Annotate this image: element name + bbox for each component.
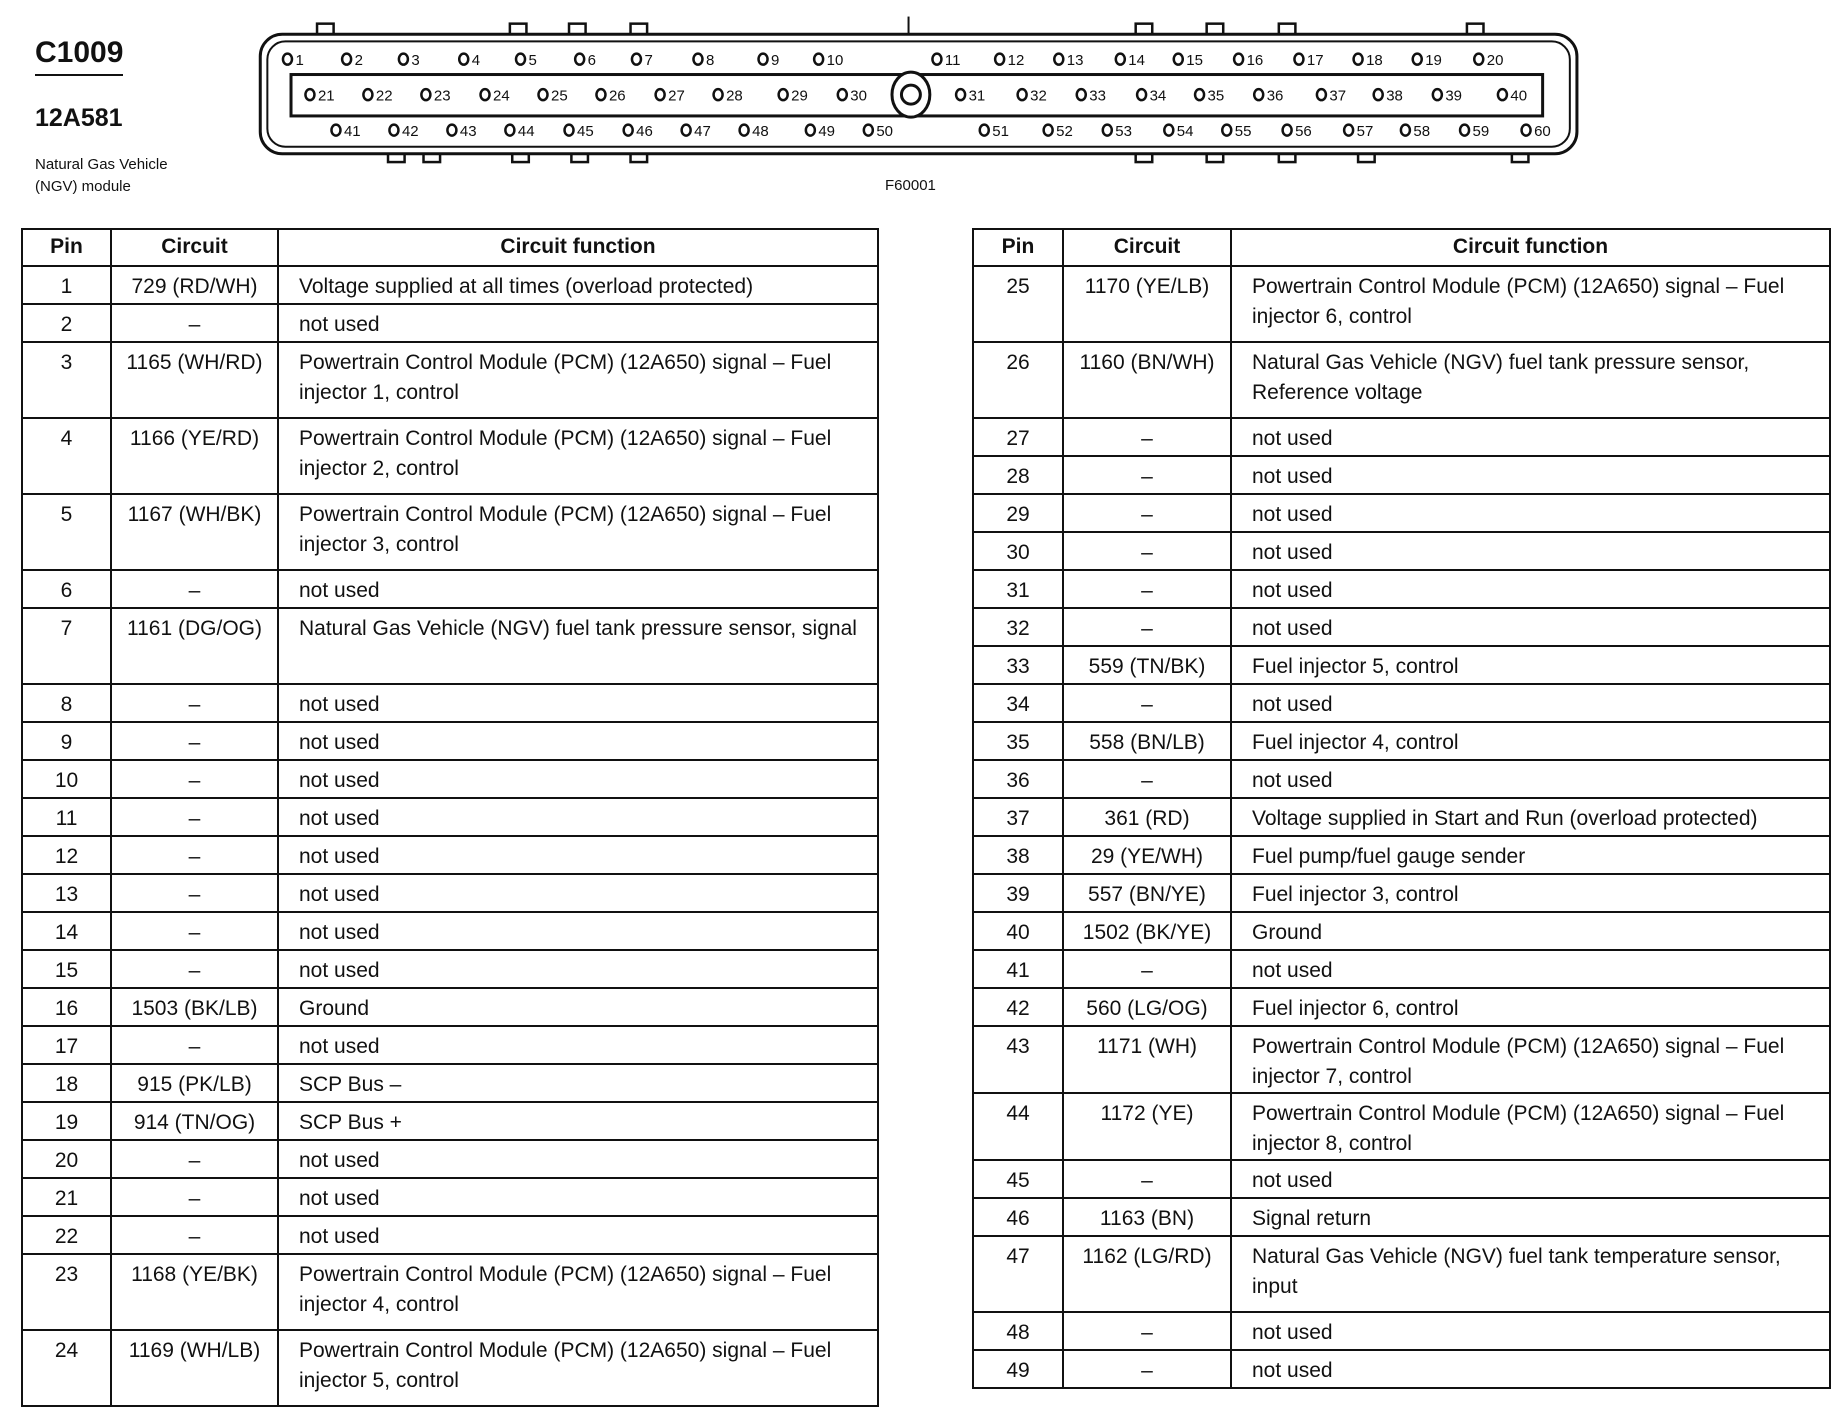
pin-cell: 14 xyxy=(22,912,111,950)
pin-cell: 40 xyxy=(973,912,1063,950)
pin-cell: 21 xyxy=(22,1178,111,1216)
pin-cell: 37 xyxy=(973,798,1063,836)
pin-cell: 20 xyxy=(22,1140,111,1178)
function-cell: Ground xyxy=(1231,912,1830,950)
connector-pin-label: 35 xyxy=(1207,87,1225,105)
connector-pin-label: 3 xyxy=(411,52,420,70)
table-row xyxy=(973,798,1830,836)
connector-pin-label: 48 xyxy=(752,123,769,141)
circuit-cell: – xyxy=(111,1140,278,1178)
circuit-cell: 1169 (WH/LB) xyxy=(111,1330,278,1406)
connector-pin-label: 21 xyxy=(317,87,335,105)
function-cell: Powertrain Control Module (PCM) (12A650) signal – Fuel injector 5, control xyxy=(278,1330,878,1406)
pin-cell: 22 xyxy=(22,1216,111,1254)
circuit-cell: 1170 (YE/LB) xyxy=(1063,266,1231,342)
pin-cell: 17 xyxy=(22,1026,111,1064)
pin-cell: 44 xyxy=(973,1093,1063,1160)
connector-pin-label: 4 xyxy=(471,52,481,70)
function-cell: not used xyxy=(278,760,878,798)
connector-pin-label: 11 xyxy=(944,52,961,70)
circuit-cell: – xyxy=(1063,570,1231,608)
pin-cell: 48 xyxy=(973,1312,1063,1350)
table-row xyxy=(973,418,1830,456)
circuit-cell: 1162 (LG/RD) xyxy=(1063,1236,1231,1312)
pin-cell: 49 xyxy=(973,1350,1063,1388)
function-cell: Fuel injector 4, control xyxy=(1231,722,1830,760)
table-row xyxy=(973,760,1830,798)
table-row xyxy=(973,608,1830,646)
connector-pin-label: 44 xyxy=(517,123,535,141)
connector-pin-label: 27 xyxy=(668,87,685,105)
connector-pin-label: 54 xyxy=(1176,123,1194,141)
function-cell: Powertrain Control Module (PCM) (12A650) signal – Fuel injector 7, control xyxy=(1231,1026,1830,1093)
table-row xyxy=(973,494,1830,532)
function-cell: Fuel pump/fuel gauge sender xyxy=(1231,836,1830,874)
table-row xyxy=(973,342,1830,418)
function-cell: not used xyxy=(278,798,878,836)
pin-cell: 25 xyxy=(973,266,1063,342)
table-row xyxy=(973,1160,1830,1198)
pin-cell: 33 xyxy=(973,646,1063,684)
connector-pin-label: 28 xyxy=(726,87,743,105)
table-row xyxy=(22,836,878,874)
pin-cell: 19 xyxy=(22,1102,111,1140)
table-row xyxy=(973,456,1830,494)
pin-cell: 10 xyxy=(22,760,111,798)
table-row xyxy=(22,1026,878,1064)
table-row xyxy=(973,1093,1830,1160)
pin-cell: 39 xyxy=(973,874,1063,912)
table-row xyxy=(973,1312,1830,1350)
circuit-cell: – xyxy=(111,570,278,608)
pin-cell: 12 xyxy=(22,836,111,874)
table-row xyxy=(22,1064,878,1102)
circuit-cell: – xyxy=(111,722,278,760)
table-row xyxy=(973,1350,1830,1388)
function-cell: not used xyxy=(278,1178,878,1216)
function-cell: not used xyxy=(278,1026,878,1064)
function-cell: Powertrain Control Module (PCM) (12A650) signal – Fuel injector 3, control xyxy=(278,494,878,570)
connector-pin-label: 51 xyxy=(992,123,1009,141)
table-row xyxy=(22,342,878,418)
function-cell: not used xyxy=(1231,1350,1830,1388)
connector-pin-label: 38 xyxy=(1386,87,1403,105)
circuit-cell: 558 (BN/LB) xyxy=(1063,722,1231,760)
pin-cell: 43 xyxy=(973,1026,1063,1093)
table-row xyxy=(22,570,878,608)
connector-pin-label: 20 xyxy=(1486,52,1504,70)
table-row xyxy=(973,912,1830,950)
circuit-cell: 1165 (WH/RD) xyxy=(111,342,278,418)
function-cell: not used xyxy=(278,684,878,722)
table-row xyxy=(22,798,878,836)
connector-pin-label: 7 xyxy=(644,52,653,70)
table-row xyxy=(22,722,878,760)
connector-pin-label: 14 xyxy=(1128,52,1145,70)
connector-pin-label: 5 xyxy=(528,52,537,70)
circuit-cell: 1172 (YE) xyxy=(1063,1093,1231,1160)
table-row xyxy=(973,988,1830,1026)
function-cell: Voltage supplied in Start and Run (overload protected) xyxy=(1231,798,1830,836)
connector-pin-label: 49 xyxy=(818,123,836,141)
connector-pin-label: 40 xyxy=(1510,87,1528,105)
function-cell: not used xyxy=(1231,950,1830,988)
pin-cell: 13 xyxy=(22,874,111,912)
connector-pin-label: 24 xyxy=(493,87,510,105)
circuit-cell: 729 (RD/WH) xyxy=(111,266,278,304)
pinout-table-left xyxy=(21,228,879,1407)
pin-cell: 7 xyxy=(22,608,111,684)
pin-cell: 38 xyxy=(973,836,1063,874)
connector-pin-label: 31 xyxy=(968,87,986,105)
table-row xyxy=(973,950,1830,988)
pinout-table-right xyxy=(972,228,1831,1389)
table-row xyxy=(22,1216,878,1254)
function-cell: Ground xyxy=(278,988,878,1026)
circuit-cell: 1502 (BK/YE) xyxy=(1063,912,1231,950)
connector-pin-label: 39 xyxy=(1445,87,1463,105)
connector-pin-label: 50 xyxy=(876,123,894,141)
circuit-cell: – xyxy=(111,1216,278,1254)
connector-pin-label: 10 xyxy=(826,52,844,70)
circuit-cell: – xyxy=(111,1026,278,1064)
circuit-cell: 361 (RD) xyxy=(1063,798,1231,836)
pin-cell: 24 xyxy=(22,1330,111,1406)
table-row xyxy=(973,1198,1830,1236)
table-row xyxy=(973,722,1830,760)
circuit-cell: 1160 (BN/WH) xyxy=(1063,342,1231,418)
table-row xyxy=(22,988,878,1026)
connector-pin-label: 22 xyxy=(375,87,393,105)
circuit-cell: 1167 (WH/BK) xyxy=(111,494,278,570)
table-row xyxy=(973,532,1830,570)
function-cell: Fuel injector 5, control xyxy=(1231,646,1830,684)
function-cell: not used xyxy=(1231,532,1830,570)
function-cell: not used xyxy=(278,950,878,988)
pin-cell: 28 xyxy=(973,456,1063,494)
connector-pin-label: 19 xyxy=(1425,52,1442,70)
pin-cell: 3 xyxy=(22,342,111,418)
function-cell: not used xyxy=(278,304,878,342)
circuit-cell: 914 (TN/OG) xyxy=(111,1102,278,1140)
pin-cell: 30 xyxy=(973,532,1063,570)
connector-pin-label: 16 xyxy=(1246,52,1264,70)
function-cell: Powertrain Control Module (PCM) (12A650) signal – Fuel injector 4, control xyxy=(278,1254,878,1330)
table-header-row xyxy=(22,229,878,266)
pin-cell: 42 xyxy=(973,988,1063,1026)
connector-pin-label: 34 xyxy=(1149,87,1167,105)
connector-pin-label: 9 xyxy=(771,52,780,70)
pin-cell: 41 xyxy=(973,950,1063,988)
table-row xyxy=(22,1178,878,1216)
function-cell: not used xyxy=(1231,1312,1830,1350)
table-row xyxy=(22,760,878,798)
circuit-cell: – xyxy=(1063,532,1231,570)
pin-cell: 18 xyxy=(22,1064,111,1102)
circuit-cell: – xyxy=(1063,494,1231,532)
circuit-cell: – xyxy=(111,836,278,874)
circuit-cell: – xyxy=(1063,684,1231,722)
circuit-cell: – xyxy=(1063,950,1231,988)
header-circuit: Circuit xyxy=(1063,229,1231,266)
connector-pin-label: 55 xyxy=(1234,123,1252,141)
connector-pin-label: 1 xyxy=(295,52,304,70)
connector-pin-label: 60 xyxy=(1534,123,1551,141)
table-row xyxy=(22,418,878,494)
pin-cell: 32 xyxy=(973,608,1063,646)
pin-cell: 36 xyxy=(973,760,1063,798)
function-cell: not used xyxy=(1231,1160,1830,1198)
function-cell: Voltage supplied at all times (overload protected) xyxy=(278,266,878,304)
connector-pin-label: 42 xyxy=(401,123,419,141)
function-cell: not used xyxy=(1231,760,1830,798)
circuit-cell: – xyxy=(1063,1160,1231,1198)
connector-diagram xyxy=(0,0,1846,200)
circuit-cell: – xyxy=(111,304,278,342)
pin-cell: 2 xyxy=(22,304,111,342)
circuit-cell: – xyxy=(111,684,278,722)
circuit-cell: – xyxy=(111,798,278,836)
pin-cell: 11 xyxy=(22,798,111,836)
connector-pin-label: 6 xyxy=(587,52,597,70)
pin-cell: 6 xyxy=(22,570,111,608)
connector-pin-label: 32 xyxy=(1030,87,1047,105)
table-row xyxy=(973,684,1830,722)
function-cell: not used xyxy=(1231,570,1830,608)
table-row xyxy=(22,874,878,912)
connector-pin-label: 45 xyxy=(577,123,594,141)
circuit-cell: 1163 (BN) xyxy=(1063,1198,1231,1236)
connector-pin-label: 37 xyxy=(1329,87,1347,105)
pin-cell: 46 xyxy=(973,1198,1063,1236)
header-pin: Pin xyxy=(973,229,1063,266)
header-function: Circuit function xyxy=(278,229,878,266)
function-cell: SCP Bus + xyxy=(278,1102,878,1140)
circuit-cell: – xyxy=(1063,456,1231,494)
table-row xyxy=(22,912,878,950)
function-cell: Powertrain Control Module (PCM) (12A650) signal – Fuel injector 1, control xyxy=(278,342,878,418)
function-cell: Fuel injector 3, control xyxy=(1231,874,1830,912)
circuit-cell: – xyxy=(1063,608,1231,646)
circuit-cell: – xyxy=(111,912,278,950)
pin-cell: 9 xyxy=(22,722,111,760)
header-function: Circuit function xyxy=(1231,229,1830,266)
function-cell: Signal return xyxy=(1231,1198,1830,1236)
table-row xyxy=(973,1026,1830,1093)
pin-cell: 23 xyxy=(22,1254,111,1330)
connector-pin-label: 47 xyxy=(694,123,711,141)
module-description-line1: Natural Gas Vehicle xyxy=(35,156,168,173)
connector-pin-label: 52 xyxy=(1056,123,1073,141)
function-cell: not used xyxy=(278,912,878,950)
header-circuit: Circuit xyxy=(111,229,278,266)
pin-cell: 45 xyxy=(973,1160,1063,1198)
connector-pin-label: 13 xyxy=(1066,52,1084,70)
connector-pin-label: 53 xyxy=(1115,123,1132,141)
circuit-cell: 560 (LG/OG) xyxy=(1063,988,1231,1026)
circuit-cell: – xyxy=(1063,1350,1231,1388)
connector-pin-label: 43 xyxy=(459,123,477,141)
table-row xyxy=(22,304,878,342)
function-cell: Natural Gas Vehicle (NGV) fuel tank pressure sensor, signal xyxy=(278,608,878,684)
function-cell: Fuel injector 6, control xyxy=(1231,988,1830,1026)
pin-cell: 26 xyxy=(973,342,1063,418)
table-row xyxy=(22,950,878,988)
table-row xyxy=(973,836,1830,874)
circuit-cell: 559 (TN/BK) xyxy=(1063,646,1231,684)
connector-pin-label: 57 xyxy=(1356,123,1374,141)
table-row xyxy=(973,874,1830,912)
function-cell: SCP Bus – xyxy=(278,1064,878,1102)
pin-cell: 31 xyxy=(973,570,1063,608)
pin-cell: 16 xyxy=(22,988,111,1026)
table-row xyxy=(22,1102,878,1140)
connector-pin-label: 59 xyxy=(1472,123,1490,141)
connector-pin-label: 2 xyxy=(354,52,363,70)
pin-cell: 5 xyxy=(22,494,111,570)
connector-pin-label: 33 xyxy=(1089,87,1106,105)
circuit-cell: 915 (PK/LB) xyxy=(111,1064,278,1102)
function-cell: not used xyxy=(278,874,878,912)
connector-pin-label: 25 xyxy=(550,87,568,105)
table-header-row xyxy=(973,229,1830,266)
circuit-cell: 1161 (DG/OG) xyxy=(111,608,278,684)
connector-pin-label: 58 xyxy=(1413,123,1431,141)
function-cell: not used xyxy=(278,1216,878,1254)
function-cell: Natural Gas Vehicle (NGV) fuel tank temperature sensor, input xyxy=(1231,1236,1830,1312)
table-row xyxy=(22,1330,878,1406)
function-cell: Powertrain Control Module (PCM) (12A650) signal – Fuel injector 2, control xyxy=(278,418,878,494)
function-cell: Natural Gas Vehicle (NGV) fuel tank pressure sensor, Reference voltage xyxy=(1231,342,1830,418)
pin-cell: 34 xyxy=(973,684,1063,722)
connector-id: C1009 xyxy=(35,36,123,76)
circuit-cell: 1171 (WH) xyxy=(1063,1026,1231,1093)
function-cell: not used xyxy=(278,722,878,760)
table-row xyxy=(22,684,878,722)
circuit-cell: 1166 (YE/RD) xyxy=(111,418,278,494)
connector-pin-label: 36 xyxy=(1266,87,1284,105)
function-cell: Powertrain Control Module (PCM) (12A650) signal – Fuel injector 8, control xyxy=(1231,1093,1830,1160)
connector-pin-label: 56 xyxy=(1295,123,1312,141)
connector-pin-label: 18 xyxy=(1366,52,1383,70)
function-cell: not used xyxy=(278,1140,878,1178)
connector-center-bolt xyxy=(892,72,930,117)
function-cell: not used xyxy=(278,570,878,608)
function-cell: Powertrain Control Module (PCM) (12A650) signal – Fuel injector 6, control xyxy=(1231,266,1830,342)
table-row xyxy=(22,266,878,304)
connector-pin-label: 23 xyxy=(433,87,451,105)
pin-cell: 4 xyxy=(22,418,111,494)
circuit-cell: – xyxy=(111,874,278,912)
connector-pin-label: 46 xyxy=(636,123,653,141)
table-row xyxy=(22,1140,878,1178)
table-row xyxy=(973,266,1830,342)
pin-cell: 1 xyxy=(22,266,111,304)
connector-pin-label: 15 xyxy=(1186,52,1203,70)
connector-pin-label: 26 xyxy=(608,87,626,105)
function-cell: not used xyxy=(1231,456,1830,494)
circuit-cell: 29 (YE/WH) xyxy=(1063,836,1231,874)
pin-cell: 35 xyxy=(973,722,1063,760)
part-number: 12A581 xyxy=(35,104,123,132)
table-row xyxy=(973,646,1830,684)
table-row xyxy=(973,1236,1830,1312)
connector-pin-label: 12 xyxy=(1007,52,1025,70)
module-description-line2: (NGV) module xyxy=(35,178,131,195)
circuit-cell: – xyxy=(1063,1312,1231,1350)
function-cell: not used xyxy=(1231,494,1830,532)
connector-pin-label: 8 xyxy=(705,52,715,70)
figure-id: F60001 xyxy=(885,177,936,194)
table-row xyxy=(22,608,878,684)
pin-cell: 47 xyxy=(973,1236,1063,1312)
pin-cell: 29 xyxy=(973,494,1063,532)
connector-pin-label: 41 xyxy=(343,123,361,141)
pin-cell: 8 xyxy=(22,684,111,722)
table-row xyxy=(22,1254,878,1330)
circuit-cell: – xyxy=(1063,760,1231,798)
connector-pin-label: 17 xyxy=(1306,52,1324,70)
circuit-cell: 557 (BN/YE) xyxy=(1063,874,1231,912)
circuit-cell: – xyxy=(111,1178,278,1216)
function-cell: not used xyxy=(1231,684,1830,722)
connector-pin-label: 30 xyxy=(850,87,867,105)
header-pin: Pin xyxy=(22,229,111,266)
table-row xyxy=(22,494,878,570)
function-cell: not used xyxy=(1231,418,1830,456)
pin-cell: 27 xyxy=(973,418,1063,456)
table-row xyxy=(973,570,1830,608)
circuit-cell: 1503 (BK/LB) xyxy=(111,988,278,1026)
circuit-cell: 1168 (YE/BK) xyxy=(111,1254,278,1330)
function-cell: not used xyxy=(278,836,878,874)
circuit-cell: – xyxy=(111,760,278,798)
circuit-cell: – xyxy=(111,950,278,988)
function-cell: not used xyxy=(1231,608,1830,646)
connector-pin-label: 29 xyxy=(791,87,808,105)
circuit-cell: – xyxy=(1063,418,1231,456)
pin-cell: 15 xyxy=(22,950,111,988)
